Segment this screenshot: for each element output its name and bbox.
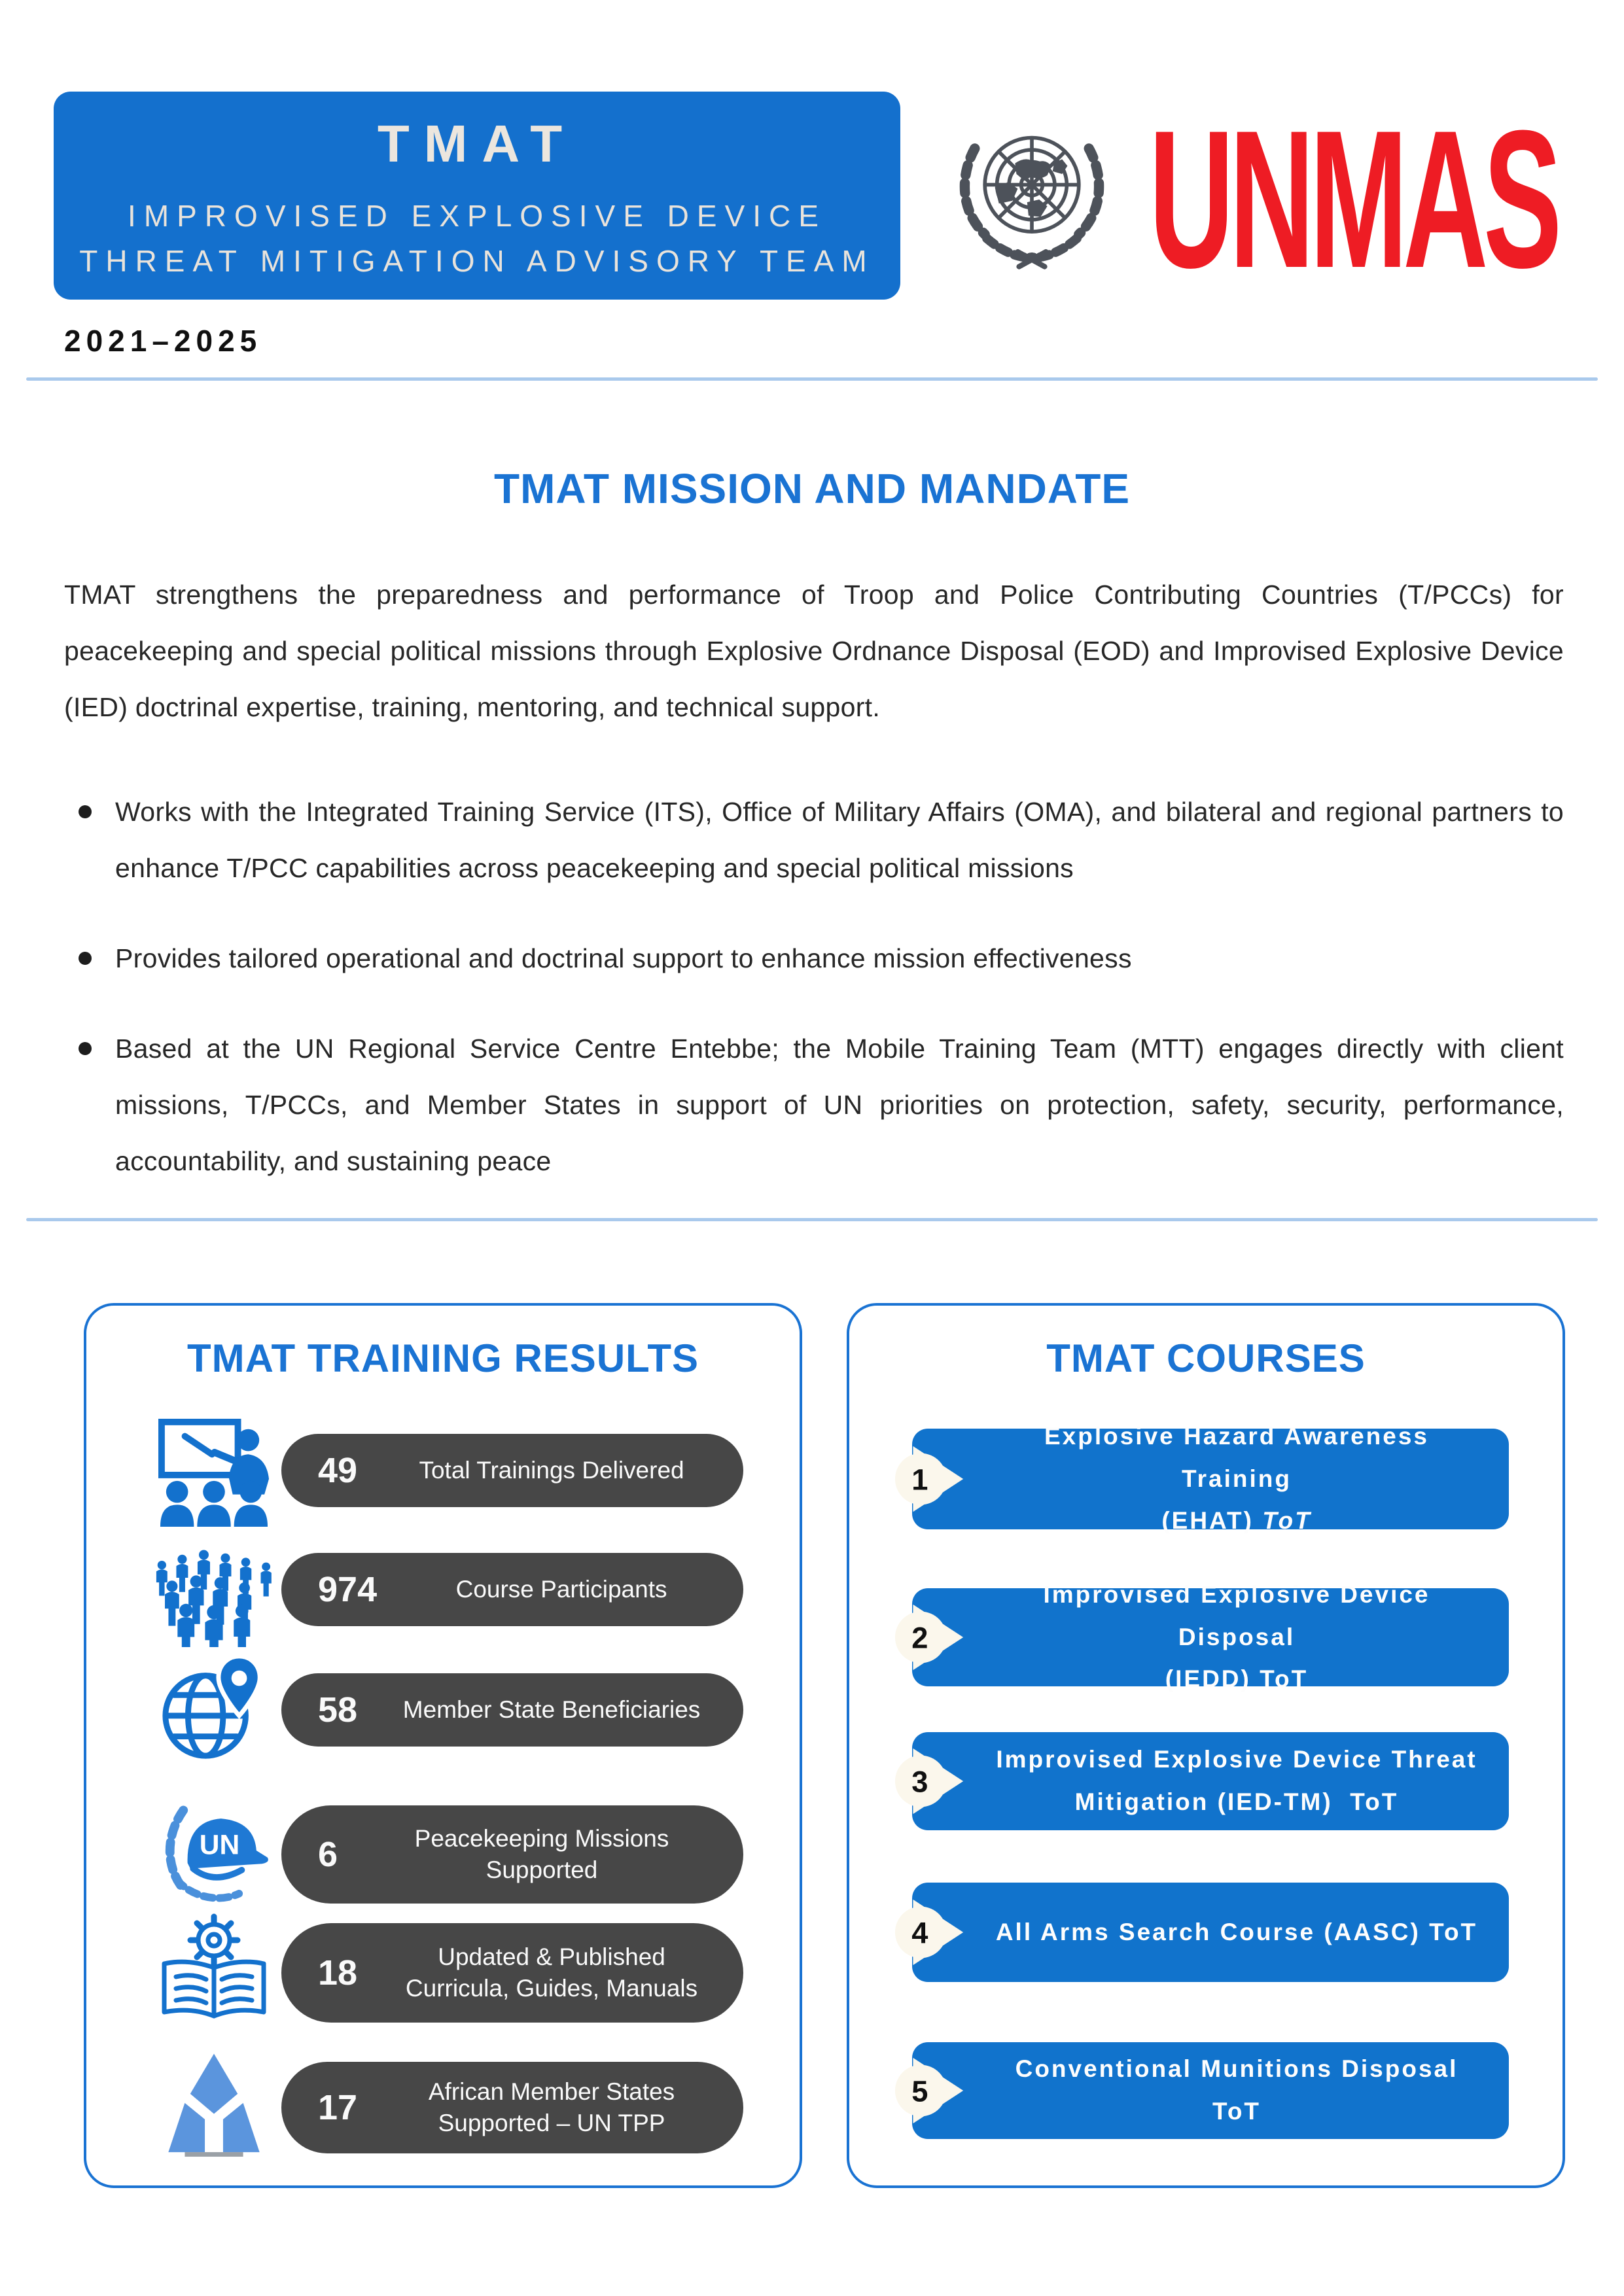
courses-panel [847,1303,1565,2188]
result-value: 58 [318,1690,358,1730]
bullet-dot-icon [79,952,92,965]
course-line2: Mitigation (IED-TM) ToT [1074,1788,1399,1815]
course-line1: All Arms Search Course (AASC) ToT [995,1918,1478,1945]
unmas-logo: UNMAS [1149,89,1557,309]
curricula-book-gear-icon [149,1913,279,2024]
course-number-badge-icon [892,2049,970,2132]
training-presentation-icon [149,1416,279,1527]
mission-paragraph: TMAT strengthens the preparedness and performance of Troop and Police Contributing Countries (T/PCCs) for peacekeeping and special political missions through Explosive Ordnance Disposal (EOD) and Improvised Explosive Device (IED) doctrinal expertise, training, mentoring, and technical support. [64,580,1564,723]
result-row-curricula [281,1923,743,2023]
course-item-aasc [912,1883,1509,1982]
svg-text:2: 2 [911,1621,930,1655]
result-row-african-member-states [281,2062,743,2153]
course-line1: Explosive Hazard Awareness Training [1044,1422,1430,1492]
course-line2: (IEDD) ToT [1165,1665,1309,1693]
header-title-box [54,92,900,300]
result-label: Member State Beneficiaries [402,1696,701,1723]
course-line1: Conventional Munitions Disposal ToT [1015,2055,1458,2125]
mission-bullet-3: Based at the UN Regional Service Centre Entebbe; the Mobile Training Team (MTT) engages directly with client missions, T/PCCs, and Member States in support of UN priorities on protection, safety, security, performance, accountability, and sustaining peace [72,1020,1564,1189]
course-number-badge-icon [892,1437,970,1521]
mission-bullet-1: Works with the Integrated Training Service (ITS), Office of Military Affairs (OMA), and bilateral and regional partners to enhance T/PCC capabilities across peacekeeping and special political missions [72,784,1564,896]
result-row-course-participants [281,1553,743,1626]
un-tpp-triangle-icon [149,2050,279,2161]
header-subtitle-line1: IMPROVISED EXPLOSIVE DEVICE [128,199,826,233]
header-subtitle [54,194,900,284]
result-value: 49 [318,1451,358,1490]
mission-bullet-list [72,784,1564,1224]
divider-top [26,377,1598,381]
course-item-ied-tm [912,1732,1509,1830]
un-peacekeeping-helmet-icon [149,1795,279,1906]
course-line1: Improvised Explosive Device Disposal [1043,1580,1430,1650]
course-line2: (EHAT) ToT [1161,1507,1312,1535]
mission-bullet-2: Provides tailored operational and doctrinal support to enhance mission effectiveness [72,930,1564,986]
svg-text:4: 4 [911,1916,930,1950]
result-label: Peacekeeping Missions Supported [414,1824,669,1883]
un-emblem-icon [947,123,1116,277]
result-value: 18 [318,1953,358,1992]
svg-text:UN: UN [199,1830,240,1861]
svg-text:1: 1 [911,1463,930,1497]
participants-crowd-icon [149,1536,279,1647]
result-label: African Member States Supported – UN TPP [428,2078,675,2136]
years-range: 2021–2025 [64,324,262,358]
header-subtitle-line2: THREAT MITIGATION ADVISORY TEAM [79,244,875,278]
course-number-badge-icon [892,1739,970,1823]
course-item-cmd [912,2042,1509,2139]
divider-middle [26,1218,1598,1221]
result-row-total-trainings [281,1434,743,1507]
result-label: Updated & Published Curricula, Guides, Manuals [405,1943,698,2002]
svg-text:5: 5 [911,2074,930,2108]
course-line1: Improvised Explosive Device Threat [996,1746,1477,1773]
training-results-panel [84,1303,802,2188]
app-title: TMAT [377,114,577,173]
training-results-title: TMAT TRAINING RESULTS [186,1336,699,1380]
result-label: Total Trainings Delivered [419,1456,684,1484]
course-item-ehat [911,1422,1509,1535]
mission-section-title: TMAT MISSION AND MANDATE [493,465,1131,512]
result-row-member-states [281,1673,743,1747]
result-row-peacekeeping-missions [281,1805,743,1904]
bullet-dot-icon [79,805,92,818]
bullet-dot-icon [79,1042,92,1055]
course-item-iedd [911,1580,1509,1693]
course-number-badge-icon [892,1890,970,1974]
course-number-badge-icon [892,1595,970,1679]
svg-text:3: 3 [911,1765,930,1799]
courses-title: TMAT COURSES [1046,1336,1366,1380]
result-value: 17 [318,2088,358,2127]
globe-location-icon [149,1654,279,1765]
result-value: 6 [318,1835,338,1874]
result-label: Course Participants [455,1575,667,1603]
result-value: 974 [318,1570,378,1609]
